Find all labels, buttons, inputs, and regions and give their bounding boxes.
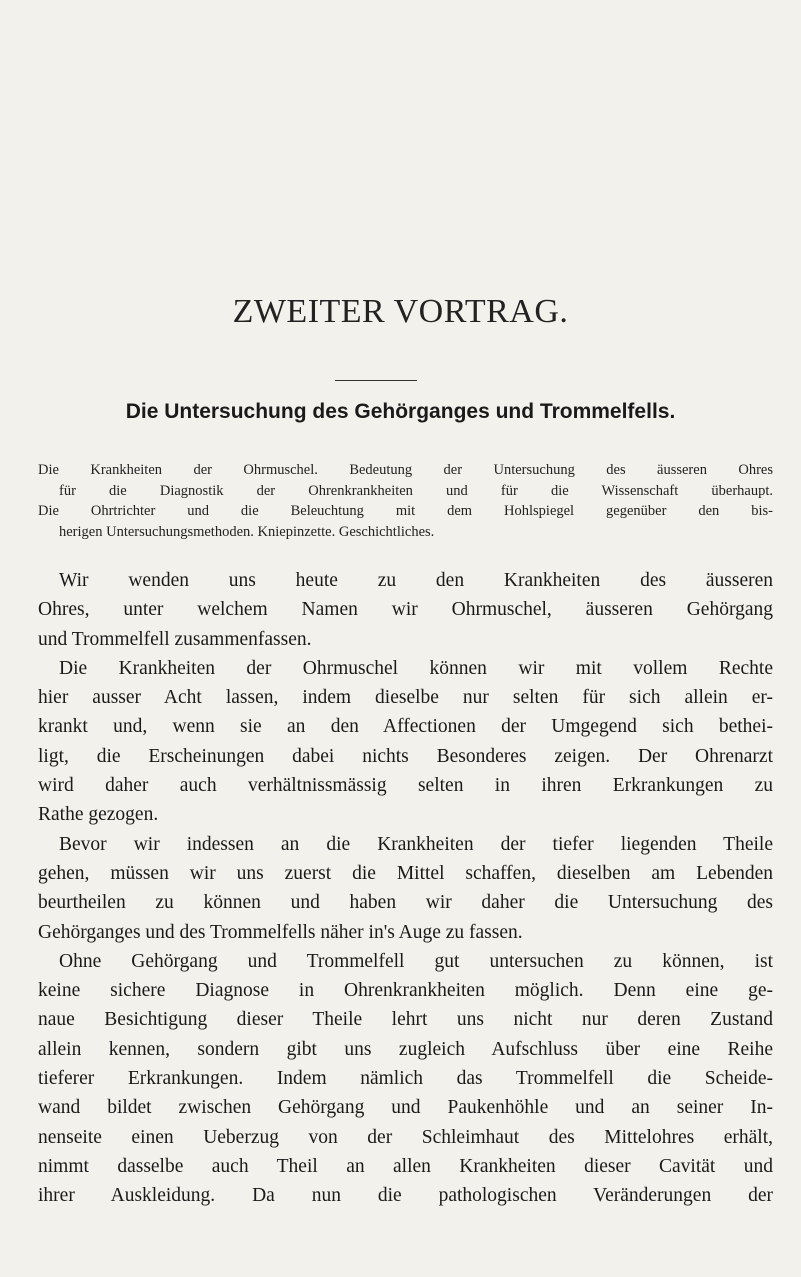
body-line: nimmt dasselbe auch Theil an allen Krankheiten dieser Cavität und (38, 1155, 773, 1177)
body-line: Wir wenden uns heute zu den Krankheiten des äusseren (59, 570, 773, 591)
body-line: Ohres, unter welchem Namen wir Ohrmuschel, äusseren Gehörgang (38, 599, 773, 621)
body-line: Ohne Gehörgang und Trommelfell gut untersuchen zu können, ist (59, 950, 773, 972)
body-line: wird daher auch verhältnissmässig selten in ihren Erkrankungen zu (38, 775, 773, 797)
body-line: Gehörganges und des Trommelfells näher in's Auge zu fassen. (38, 921, 523, 943)
body-line: Rathe gezogen. (38, 804, 159, 826)
chapter-title: ZWEITER VORTRAG. (232, 293, 569, 330)
summary-line: Die Krankheiten der Ohrmuschel. Bedeutung der Untersuchung des äusseren Ohres (38, 462, 773, 478)
body-line: ihrer Auskleidung. Da nun die pathologischen Veränderungen der (38, 1185, 773, 1207)
summary-line: herigen Untersuchungsmethoden. Kniepinzette. Geschichtliches. (59, 523, 435, 540)
body-text (38, 566, 773, 1211)
body-line: Die Krankheiten der Ohrmuschel können wir mit vollem Rechte (59, 657, 773, 679)
body-line: allein kennen, sondern gibt uns zugleich Aufschluss über eine Reihe (38, 1038, 773, 1060)
body-line: wand bildet zwischen Gehörgang und Paukenhöhle und an seiner In- (38, 1097, 773, 1119)
chapter-summary (38, 460, 773, 542)
title-divider (335, 380, 417, 381)
section-title: Die Untersuchung des Gehörganges und Trommelfells. (125, 400, 676, 423)
body-line: und Trommelfell zusammenfassen. (38, 628, 312, 650)
body-line: keine sichere Diagnose in Ohrenkrankheiten möglich. Denn eine ge- (38, 980, 773, 1002)
summary-line: für die Diagnostik der Ohrenkrankheiten und für die Wissenschaft überhaupt. (59, 482, 773, 499)
body-line: krankt und, wenn sie an den Affectionen der Umgegend sich bethei- (38, 716, 773, 738)
body-line: hier ausser Acht lassen, indem dieselbe nur selten für sich allein er- (38, 687, 773, 709)
body-line: nenseite einen Ueberzug von der Schleimhaut des Mittelohres erhält, (38, 1126, 773, 1148)
body-line: gehen, müssen wir uns zuerst die Mittel schaffen, dieselben am Lebenden (38, 862, 773, 884)
body-line: tieferer Erkrankungen. Indem nämlich das Trommelfell die Scheide- (38, 1068, 773, 1090)
body-line: ligt, die Erscheinungen dabei nichts Besonderes zeigen. Der Ohrenarzt (38, 745, 773, 767)
summary-line: Die Ohrtrichter und die Beleuchtung mit dem Hohlspiegel gegenüber den bis- (38, 503, 773, 519)
body-line: Bevor wir indessen an die Krankheiten der tiefer liegenden Theile (59, 833, 773, 855)
body-line: beurtheilen zu können und haben wir daher die Untersuchung des (38, 892, 773, 914)
body-line: naue Besichtigung dieser Theile lehrt uns nicht nur deren Zustand (38, 1009, 773, 1031)
